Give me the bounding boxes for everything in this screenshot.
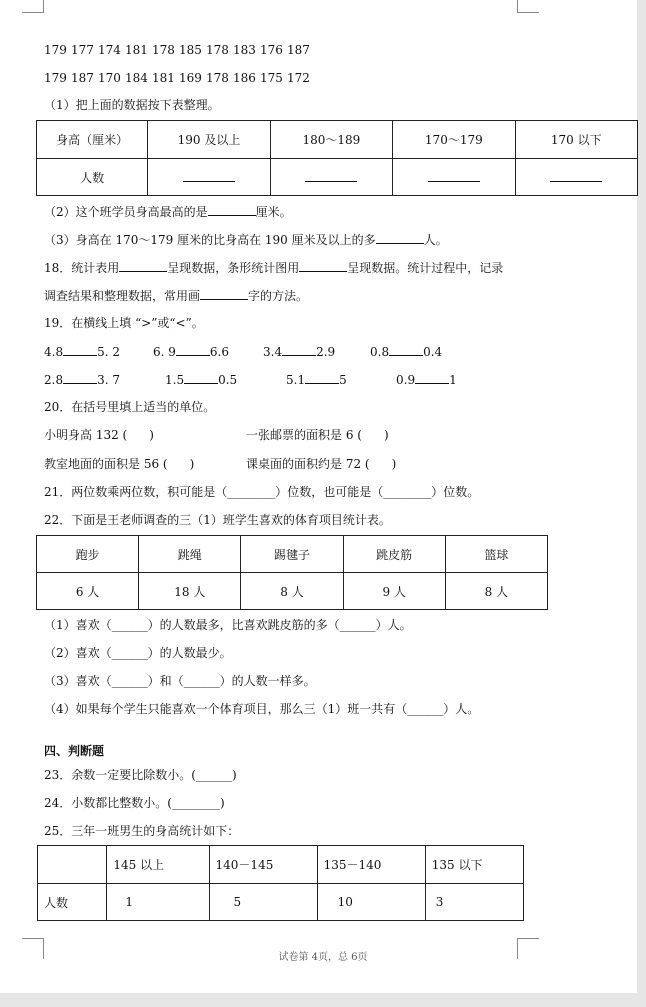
value-cell: 18 人 bbox=[139, 573, 241, 610]
sub-question-3: （3）喜欢（______）和（______）的人数一样多。 bbox=[44, 674, 316, 688]
unit-item: 课桌面的面积约是 72 ( ) bbox=[246, 457, 397, 471]
data-value: 177 bbox=[71, 43, 94, 57]
unit-item: 一张邮票的面积是 6 ( ) bbox=[246, 428, 389, 442]
answer-blank[interactable] bbox=[184, 371, 218, 384]
answer-blank[interactable] bbox=[176, 343, 210, 356]
data-value: 176 bbox=[260, 43, 283, 57]
compare-item: 6. 9 6.6 bbox=[153, 345, 229, 359]
crop-mark-tl bbox=[22, 0, 44, 13]
answer-blank[interactable] bbox=[63, 343, 97, 356]
answer-blank[interactable] bbox=[515, 159, 637, 196]
data-value: 179 bbox=[44, 71, 67, 85]
data-value: 185 bbox=[179, 43, 202, 57]
data-value: 181 bbox=[152, 71, 175, 85]
scroll-gutter bbox=[637, 0, 646, 1007]
sub-question-2: （2）喜欢（______）的人数最少。 bbox=[44, 646, 232, 660]
value-cell: 9 人 bbox=[343, 573, 445, 610]
header-cell: 跳绳 bbox=[139, 536, 241, 573]
answer-blank[interactable] bbox=[148, 159, 270, 196]
header-cell: 180～189 bbox=[270, 121, 392, 159]
header-cell: 篮球 bbox=[445, 536, 547, 573]
header-cell: 跳皮筋 bbox=[343, 536, 445, 573]
data-value: 186 bbox=[233, 71, 256, 85]
data-value: 187 bbox=[287, 43, 310, 57]
page-footer: 试卷第 4页，总 6页 bbox=[278, 952, 368, 963]
value-cell: 8 人 bbox=[241, 573, 343, 610]
compare-item: 0.8 0.4 bbox=[370, 345, 443, 359]
data-value: 169 bbox=[179, 71, 202, 85]
question-18-cont: 调查结果和整理数据，常用画 字的方法。 bbox=[44, 289, 309, 303]
data-value: 172 bbox=[287, 71, 310, 85]
answer-blank[interactable] bbox=[282, 343, 316, 356]
data-value: 184 bbox=[125, 71, 148, 85]
question-18: 18．统计表用 呈现数据，条形统计图用 呈现数据。统计过程中，记录 bbox=[44, 261, 504, 275]
header-cell: 135 以下 bbox=[425, 846, 523, 884]
unit-item: 教室地面的面积是 56 ( ) bbox=[44, 457, 195, 471]
question-1: （1）把上面的数据按下表整理。 bbox=[44, 98, 220, 112]
crop-mark-tr bbox=[517, 0, 539, 13]
value-cell: 6 人 bbox=[37, 573, 139, 610]
answer-blank[interactable] bbox=[63, 371, 97, 384]
answer-blank[interactable] bbox=[393, 159, 515, 196]
boys-height-table bbox=[37, 845, 524, 921]
question-23: 23．余数一定要比除数小。(______) bbox=[44, 768, 237, 782]
value-cell: 1 bbox=[107, 884, 209, 921]
data-value: 174 bbox=[98, 43, 121, 57]
answer-blank[interactable] bbox=[305, 371, 339, 384]
page-gap bbox=[0, 993, 646, 1007]
row-label: 人数 bbox=[38, 884, 107, 921]
data-value: 179 bbox=[44, 43, 67, 57]
sub-question-4: （4）如果每个学生只能喜欢一个体育项目，那么三（1）班一共有（______）人。 bbox=[44, 702, 480, 716]
compare-item: 3.4 2.9 bbox=[263, 345, 336, 359]
value-cell: 8 人 bbox=[445, 573, 547, 610]
answer-blank[interactable] bbox=[415, 371, 449, 384]
data-value: 175 bbox=[260, 71, 283, 85]
header-cell bbox=[38, 846, 107, 884]
compare-item: 1.5 0.5 bbox=[165, 373, 238, 387]
question-3: （3）身高在 170～179 厘米的比身高在 190 厘米及以上的多 人。 bbox=[44, 233, 448, 247]
header-cell: 踢毽子 bbox=[241, 536, 343, 573]
data-row-2 bbox=[44, 70, 314, 86]
row-label: 人数 bbox=[37, 159, 148, 196]
header-cell: 跑步 bbox=[37, 536, 139, 573]
answer-blank[interactable] bbox=[389, 343, 423, 356]
header-cell: 身高（厘米） bbox=[37, 121, 148, 159]
data-value: 187 bbox=[71, 71, 94, 85]
unit-item: 小明身高 132 ( ) bbox=[44, 428, 154, 442]
answer-blank[interactable] bbox=[208, 203, 256, 216]
value-cell: 3 bbox=[425, 884, 523, 921]
header-cell: 170 以下 bbox=[515, 121, 637, 159]
compare-item: 5.1 5 bbox=[286, 373, 347, 387]
header-cell: 140－145 bbox=[209, 846, 317, 884]
header-cell: 145 以上 bbox=[107, 846, 209, 884]
compare-item: 4.8 5. 2 bbox=[44, 345, 120, 359]
answer-blank[interactable] bbox=[200, 287, 248, 300]
question-22: 22．下面是王老师调查的三（1）班学生喜欢的体育项目统计表。 bbox=[44, 513, 391, 527]
answer-blank[interactable] bbox=[270, 159, 392, 196]
data-row-1 bbox=[44, 42, 314, 58]
question-25: 25．三年一班男生的身高统计如下： bbox=[44, 824, 240, 838]
section-heading: 四、判断题 bbox=[44, 744, 105, 758]
compare-item: 2.8 3. 7 bbox=[44, 373, 120, 387]
question-20: 20．在括号里填上适当的单位。 bbox=[44, 400, 216, 414]
value-cell: 5 bbox=[209, 884, 317, 921]
height-table bbox=[36, 120, 638, 196]
answer-blank[interactable] bbox=[119, 259, 167, 272]
data-value: 178 bbox=[206, 71, 229, 85]
header-cell: 170～179 bbox=[393, 121, 515, 159]
data-value: 170 bbox=[98, 71, 121, 85]
answer-blank[interactable] bbox=[376, 231, 424, 244]
sports-table bbox=[36, 535, 548, 610]
data-value: 178 bbox=[152, 43, 175, 57]
data-value: 181 bbox=[125, 43, 148, 57]
question-21: 21．两位数乘两位数，积可能是（________）位数，也可能是（________）位数。 bbox=[44, 485, 480, 499]
header-cell: 135－140 bbox=[317, 846, 425, 884]
compare-item: 0.9 1 bbox=[396, 373, 457, 387]
question-19: 19．在横线上填 “>”或“<”。 bbox=[44, 316, 204, 330]
question-24: 24．小数都比整数小。(________) bbox=[44, 796, 225, 810]
data-value: 178 bbox=[206, 43, 229, 57]
header-cell: 190 及以上 bbox=[148, 121, 270, 159]
data-value: 183 bbox=[233, 43, 256, 57]
sub-question-1: （1）喜欢（______）的人数最多，比喜欢跳皮筋的多（______）人。 bbox=[44, 618, 412, 632]
answer-blank[interactable] bbox=[299, 259, 347, 272]
question-2: （2）这个班学员身高最高的是 厘米。 bbox=[44, 205, 292, 219]
value-cell: 10 bbox=[317, 884, 425, 921]
